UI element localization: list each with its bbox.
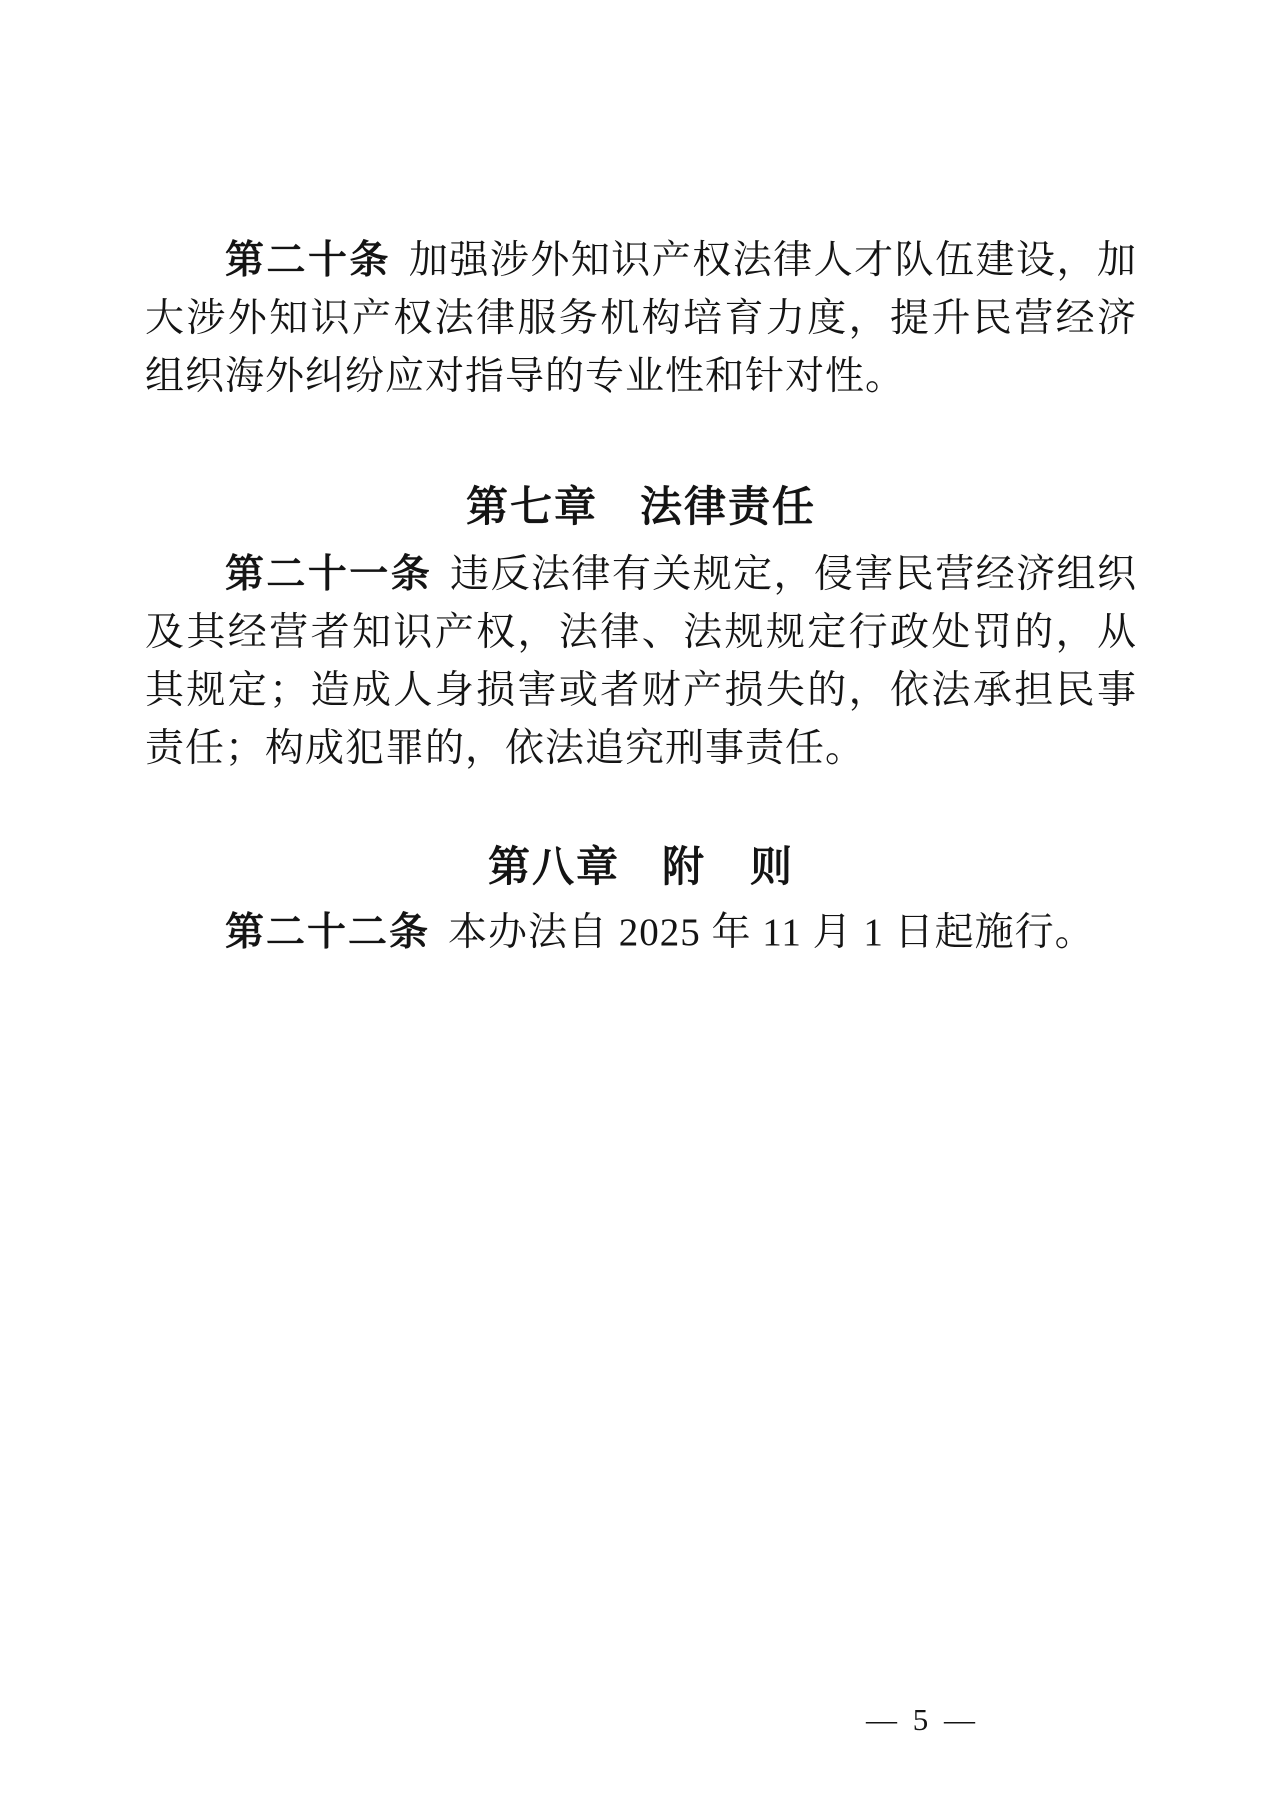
chapter-8-heading	[145, 842, 1137, 892]
chapter-7-title: 法律责任	[640, 483, 817, 530]
article-20-paragraph	[145, 232, 1137, 406]
article-21-paragraph	[145, 546, 1137, 778]
article-20-number: 第二十条	[225, 239, 391, 282]
page-number: — 5 —	[866, 1702, 979, 1737]
article-22-text: 本办法自 2025 年 11 月 1 日起施行。	[448, 911, 1095, 954]
article-21-number: 第二十一条	[225, 553, 433, 596]
chapter-8-number: 第八章	[487, 843, 620, 890]
article-22-paragraph	[145, 904, 1137, 962]
article-20-text: 加强涉外知识产权法律人才队伍建设，加大涉外知识产权法律服务机构培育力度，提升民营经济组织海外纠纷应对指导的专业性和针对性。	[145, 239, 1137, 398]
article-21-text: 违反法律有关规定，侵害民营经济组织及其经营者知识产权，法律、法规规定行政处罚的，从其规定；造成人身损害或者财产损失的，依法承担民事责任；构成犯罪的，依法追究刑事责任。	[145, 553, 1137, 770]
chapter-8-title: 附 则	[662, 843, 795, 890]
chapter-7-number: 第七章	[465, 483, 598, 530]
article-22-number: 第二十二条	[225, 911, 431, 954]
chapter-7-heading	[145, 482, 1137, 532]
